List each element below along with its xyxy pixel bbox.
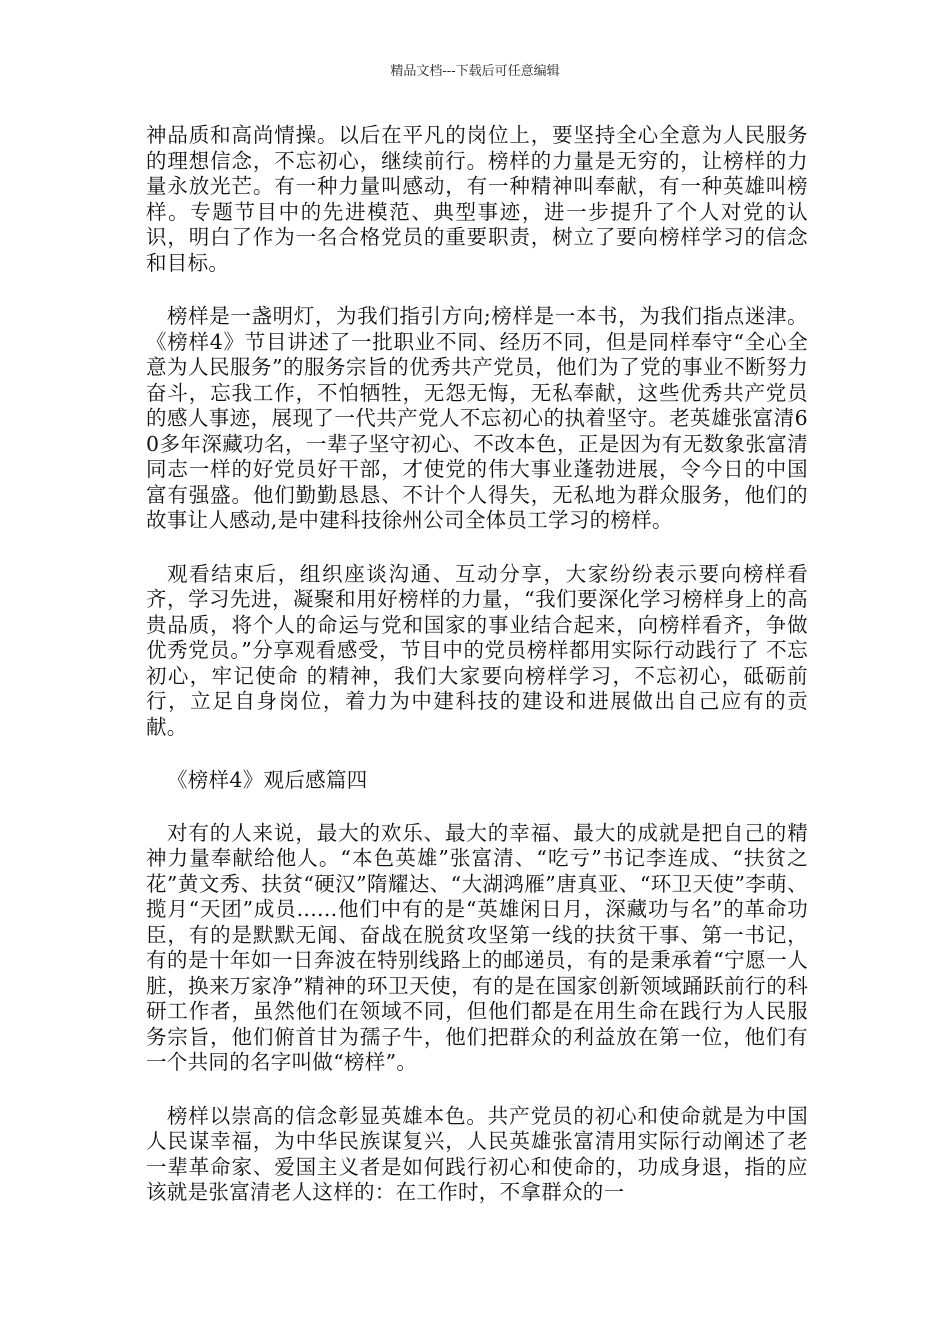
paragraph-2: 榜样是一盏明灯，为我们指引方向;榜样是一本书，为我们指点迷津。《榜样4》节目讲述了一批职业不同、经历不同，但是同样奉守“全心全意为人民服务”的服务宗旨的优秀共产党员，他们为了党的事业不断努力奋斗，忘我工作，不怕牺牲，无怨无悔，无私奉献，这些优秀共产党员的感人事迹，展现了一代共产党人不忘初心的执着坚守。老英雄张富清60多年深藏功名，一辈子坚守初心、不改本色，正是因为有无数象张富清同志一样的好党员好干部，才使党的伟大事业蓬勃进展，令今日的中国富有强盛。他们勤勤恳恳、不计个人得失，无私地为群众服务，他们的故事让人感动,是中建科技徐州公司全体员工学习的榜样。 bbox=[146, 304, 808, 532]
paragraph-1: 神品质和高尚情操。以后在平凡的岗位上，要坚持全心全意为人民服务的理想信念，不忘初心，继续前行。榜样的力量是无穷的，让榜样的力量永放光芒。有一种力量叫感动，有一种精神叫奉献，有一种英雄叫榜样。专题节目中的先进模范、典型事迹，进一步提升了个人对党的认识，明白了作为一名合格党员的重要职责，树立了要向榜样学习的信念和目标。 bbox=[146, 123, 808, 275]
section-heading: 《榜样4》观后感篇四 bbox=[167, 768, 368, 792]
paragraph-4: 对有的人来说，最大的欢乐、最大的幸福、最大的成就是把自己的精神力量奉献给他人。“本色英雄”张富清、“吃亏”书记李连成、“扶贫之花”黄文秀、扶贫“硬汉”隋耀达、“大湖鸿雁”唐真亚、“环卫天使”李萌、揽月“天团”成员......他们中有的是“英雄闲日月，深藏功与名”的革命功臣，有的是默默无闻、奋战在脱贫攻坚第一线的扶贫干事、第一书记，有的是十年如一日奔波在特别线路上的邮递员，有的是秉承着“宁愿一人脏，换来万家净”精神的环卫天使，有的是在国家创新领域踊跃前行的科研工作者，虽然他们在领域不同，但他们都是在用生命在践行为人民服务宗旨，他们俯首甘为孺子牛，他们把群众的利益放在第一位，他们有一个共同的名字叫做“榜样”。 bbox=[146, 820, 808, 1074]
paragraph-5: 榜样以崇高的信念彰显英雄本色。共产党员的初心和使命就是为中国人民谋幸福，为中华民族谋复兴，人民英雄张富清用实际行动阐述了老一辈革命家、爱国主义者是如何践行初心和使命的，功成身退，指的应该就是张富清老人这样的：在工作时，不拿群众的一 bbox=[146, 1103, 808, 1204]
paragraph-3: 观看结束后，组织座谈沟通、互动分享，大家纷纷表示要向榜样看齐，学习先进，凝聚和用好榜样的力量，“我们要深化学习榜样身上的高贵品质，将个人的命运与党和国家的事业结合起来，向榜样看齐，争做优秀党员。”分享观看感受，节目中的党员榜样都用实际行动践行了 不忘初心，牢记使命 的精神，我们大家要向榜样学习，不忘初心，砥砺前行，立足自身岗位，着力为中建科技的建设和进展做出自己应有的贡献。 bbox=[146, 561, 808, 739]
document-body bbox=[146, 123, 808, 1234]
page-header: 精品文档---下载后可任意编辑 bbox=[390, 64, 560, 79]
